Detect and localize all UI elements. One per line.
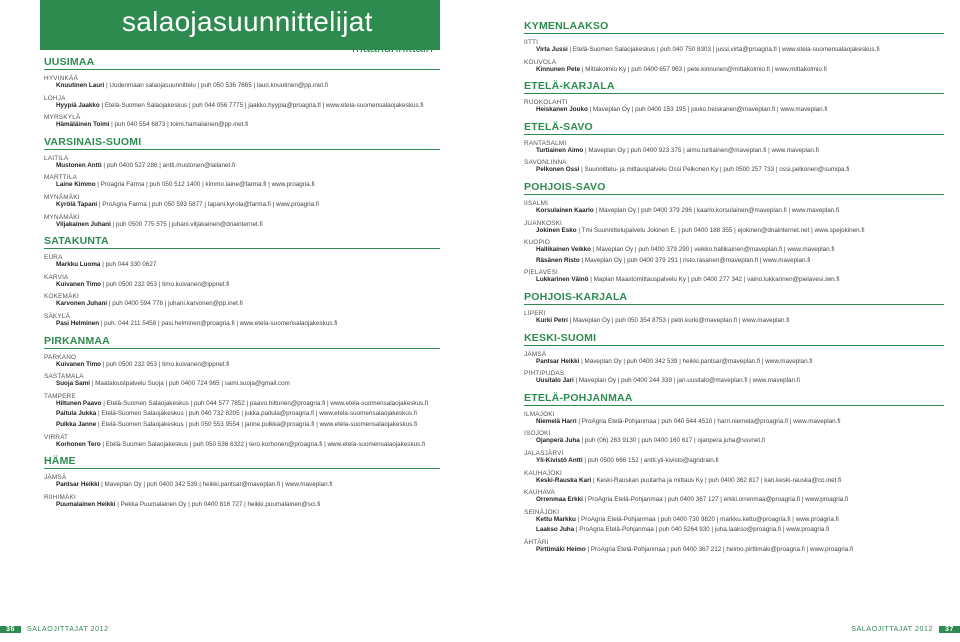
contact-entry bbox=[44, 320, 440, 329]
contact-name: Korhonen Tero bbox=[56, 440, 101, 448]
contact-entry bbox=[524, 526, 944, 535]
contact-details: | Maveplan Oy | puh 0400 153 195 | jouko.heiskanen@maveplan.fi | www.maveplan.fi bbox=[587, 106, 828, 114]
place-name: KARVIA bbox=[44, 273, 69, 281]
page-number: 36 bbox=[0, 626, 21, 633]
contact-details: | ProAgria Etelä-Pohjanmaa | puh 0400 730 9820 | markku.kettu@proagria.fi | www.proagria.fi bbox=[575, 515, 839, 523]
contact-name: Pantsar Heikki bbox=[536, 357, 580, 365]
contact-name: Laakso Juha bbox=[536, 526, 575, 534]
region-section bbox=[44, 455, 440, 509]
place-name: PARKANO bbox=[44, 353, 77, 361]
region-heading: UUSIMAA bbox=[44, 56, 440, 70]
place-name: VIRRAT bbox=[44, 433, 69, 441]
contact-name: Virta Jussi bbox=[536, 46, 568, 53]
region-section bbox=[524, 20, 944, 74]
contact-details: | Maveplan Oy | puh 0400 923 375 | aimo.turtiainen@maveplan.fi | www.maveplan.fi bbox=[583, 146, 819, 154]
place-name: SEINÄJOKI bbox=[524, 508, 560, 516]
contact-name: Pantsar Heikki bbox=[56, 481, 100, 489]
place-name: KAUHAVA bbox=[524, 489, 555, 497]
place-name: KOKEMÄKI bbox=[44, 293, 79, 301]
contact-name: Hallikainen Veikko bbox=[536, 246, 591, 254]
place-name: MARTTILA bbox=[44, 174, 78, 182]
contact-entry bbox=[524, 46, 944, 55]
place-name: IITTI bbox=[524, 39, 539, 46]
contact-details: | Keski-Rauskan puutarha ja mittaus Ky | puh 0400 362 817 | kari.keski-rauska@co.inet.fi bbox=[591, 476, 842, 484]
contact-name: Pulkka Janne bbox=[56, 420, 97, 428]
footer-left bbox=[0, 626, 115, 636]
place-name: PIELAVESI bbox=[524, 269, 559, 277]
place-name: LAITILA bbox=[44, 154, 69, 162]
contact-name: Hämäläinen Toimi bbox=[56, 121, 110, 129]
place-name: JUANKOSKI bbox=[524, 219, 563, 227]
place-name: SAVONLINNA bbox=[524, 159, 567, 167]
contact-name: Pirttimäki Heimo bbox=[536, 545, 586, 553]
region-section bbox=[524, 332, 944, 386]
contact-entry bbox=[524, 106, 944, 115]
region-section bbox=[524, 121, 944, 175]
contact-name: Orrenmaa Erkki bbox=[536, 496, 583, 504]
contact-entry bbox=[44, 162, 440, 171]
contact-details: | Etelä-Suomen Salaojakeskus | puh 040 750 8303 | jussi.virta@proagria.fi | www.etela-suomensalaojakeskus.fi bbox=[567, 46, 880, 53]
contact-details: | Tmi Suunnittelupalvelu Jokinen E. | puh 0400 188 355 | ejokinen@dnainternet.net | www.spejokinen.fi bbox=[576, 226, 865, 234]
place-name: MYRSKYLÄ bbox=[44, 114, 81, 122]
contact-entry bbox=[524, 546, 944, 555]
contact-entry bbox=[44, 481, 440, 490]
contact-details: | puh 0500 666 152 | antti.yli-kivisto@agridrain.fi bbox=[582, 456, 719, 464]
region-section bbox=[524, 181, 944, 285]
place-name: SASTAMALA bbox=[44, 373, 84, 381]
place-name: LIPERI bbox=[524, 309, 546, 317]
region-heading: VARSINAIS-SUOMI bbox=[44, 136, 440, 150]
contact-name: Kuivanen Timo bbox=[56, 280, 102, 288]
contact-entry bbox=[44, 361, 440, 370]
place-name: MYNÄMÄKI bbox=[44, 213, 80, 221]
contact-name: Korsulainen Kaarlo bbox=[536, 206, 594, 214]
contact-name: Knuutinen Lauri bbox=[56, 82, 105, 89]
contact-entry bbox=[524, 516, 944, 525]
place-name: MYNÄMÄKI bbox=[44, 193, 80, 201]
contact-name: Keski-Rauska Kari bbox=[536, 476, 592, 484]
contact-details: | puh 0400 527 286 | antti.mustonen@lailanet.fi bbox=[101, 161, 236, 169]
contact-name: Uusitalo Jari bbox=[536, 377, 574, 385]
place-name: ISOJOKI bbox=[524, 430, 551, 438]
contact-entry bbox=[524, 66, 944, 75]
contact-name: Laine Kimmo bbox=[56, 181, 96, 189]
page-title: salaojasuunnittelijat bbox=[122, 6, 373, 37]
contact-name: Jokinen Esko bbox=[536, 226, 577, 234]
region-section bbox=[524, 392, 944, 555]
contact-entry bbox=[44, 102, 440, 111]
place-name: JÄMSÄ bbox=[524, 350, 547, 358]
contact-details: | Maveplan Oy | puh 050 354 8753 | petri.kurki@maveplan.fi | www.maveplan.fi bbox=[567, 316, 790, 324]
contact-entry bbox=[524, 377, 944, 386]
contact-entry bbox=[524, 276, 944, 285]
contact-entry bbox=[524, 496, 944, 505]
contact-details: | puh 0500 232 953 | timo.kuivanen@ippnet.fi bbox=[101, 360, 230, 368]
contact-details: | Maplan Maastomittauspalvelu Ky | puh 0400 277 342 | vaino.lukkarinen@pielavesi.iwn.fi bbox=[588, 276, 840, 284]
contact-entry bbox=[44, 221, 440, 230]
place-name: KOUVOLA bbox=[524, 58, 557, 66]
region-section bbox=[524, 80, 944, 115]
contact-entry bbox=[524, 477, 944, 486]
contact-name: Puumalainen Heikki bbox=[56, 500, 116, 508]
place-name: PIHTIPUDAS bbox=[524, 370, 565, 378]
contact-name: Yli-Kivistö Antti bbox=[536, 456, 583, 464]
contact-details: | Etelä-Suomen Salaojakeskus | puh 044 056 7775 | jaakko.hyypia@proagria.fi | www.etela-suomensalaojakeskus.fi bbox=[99, 101, 424, 109]
contact-name: Mustonen Antti bbox=[56, 161, 102, 169]
contact-details: | Maveplan Oy | puh 0400 379 291 | risto.rasanen@maveplan.fi | www.maveplan.fi bbox=[579, 256, 811, 264]
region-heading: ETELÄ-SAVO bbox=[524, 121, 944, 135]
contact-entry bbox=[44, 410, 440, 419]
contact-details: | Pekka Puumalainen Oy | puh 0400 816 727 | heikki.puumalainen@sci.fi bbox=[115, 500, 321, 508]
right-column bbox=[524, 14, 944, 556]
page-subtitle: maakunnittain bbox=[352, 40, 433, 55]
contact-name: Niemelä Harri bbox=[536, 417, 577, 425]
footer-right bbox=[845, 626, 960, 636]
contact-entry bbox=[44, 181, 440, 190]
place-name: HYVINKÄÄ bbox=[44, 75, 78, 82]
contact-entry bbox=[524, 457, 944, 466]
contact-name: Paitula Jukka bbox=[56, 410, 97, 418]
contact-details: | puh (06) 263 9130 | puh 0400 160 617 | ojanpera.juha@ssvnet.fi bbox=[579, 437, 766, 445]
contact-details: | ProAgria Etelä-Pohjanmaa | puh 040 544 4510 | harri.niemela@proagria.fi | www.maveplan.fi bbox=[576, 417, 841, 425]
page-number: 37 bbox=[939, 626, 960, 633]
place-name: EURA bbox=[44, 254, 63, 262]
region-section bbox=[524, 291, 944, 326]
region-heading: POHJOIS-KARJALA bbox=[524, 291, 944, 305]
contact-name: Suoja Sami bbox=[56, 380, 90, 388]
contact-entry bbox=[44, 421, 440, 430]
contact-name: Viljakainen Juhani bbox=[56, 220, 111, 228]
region-section bbox=[44, 56, 440, 130]
contact-entry bbox=[44, 380, 440, 389]
contact-entry bbox=[44, 201, 440, 210]
place-name: RANTASALMI bbox=[524, 139, 567, 147]
place-name: JÄMSÄ bbox=[44, 474, 67, 482]
contact-name: Markku Luoma bbox=[56, 261, 101, 269]
contact-details: | ProAgria Etelä-Pohjanmaa | puh 0400 367 127 | erkki.orrenmaa@proagria.fi | www.proagria.fi bbox=[582, 496, 849, 504]
contact-details: | Etelä-Suomen Salaojakeskus | puh 050 553 9554 | janne.pulkka@proagria.fi | www.etela-suomensalaojakeskus.fi bbox=[96, 420, 418, 428]
contact-entry bbox=[524, 317, 944, 326]
contact-details: | Etelä-Suomen Salaojakeskus | puh 040 732 8205 | jukka.paitula@proagria.fi | www.etela-suomensalaojakeskus.fi bbox=[96, 410, 417, 418]
region-heading: POHJOIS-SAVO bbox=[524, 181, 944, 195]
contact-details: | Mittakolmio Ky | puh 0400 657 963 | pete.kinnunen@mittakolmio.fi | www.mittakolmio.fi bbox=[580, 65, 827, 73]
contact-name: Karvonen Juhani bbox=[56, 300, 108, 308]
place-name: RIIHIMÄKI bbox=[44, 493, 76, 501]
contact-name: Pasi Helminen bbox=[56, 319, 100, 327]
place-name: ÄHTÄRI bbox=[524, 538, 549, 546]
contact-details: | ProAgria Etelä-Pohjanmaa | puh 0400 367 212 | heimo.pirttimaki@proagria.fi | www.proagria.fi bbox=[585, 545, 854, 553]
contact-name: Pelkonen Ossi bbox=[536, 166, 580, 174]
contact-details: | Suunnittelu- ja mittauspalvelu Ossi Pelkonen Ky | puh 0500 257 733 | ossi.pelkonen@sumipa.fi bbox=[579, 166, 850, 174]
contact-details: | ProAgria Etelä-Pohjanmaa | puh 040 5264 930 | juha.laakso@proagria.fi | www.proagria.fi bbox=[574, 526, 830, 534]
contact-entry bbox=[524, 207, 944, 216]
contact-details: | Maveplan Oy | puh 0400 244 339 | jari.uusitalo@maveplan.fi | www.maveplan.fi bbox=[573, 377, 800, 385]
contact-entry bbox=[44, 281, 440, 290]
contact-name: Kyrölä Tapani bbox=[56, 200, 98, 208]
place-name: RUOKOLAHTI bbox=[524, 99, 568, 107]
contact-entry bbox=[524, 358, 944, 367]
contact-details: | Maveplan Oy | puh 0400 342 539 | heikki.pantsar@maveplan.fi | www.maveplan.fi bbox=[99, 481, 333, 489]
region-heading: HÄME bbox=[44, 455, 440, 469]
contact-details: | Etelä-Suomen Salaojakeskus | puh 050 536 6322 | tero.korhonen@proagria.fi | www.etela-suomensalaojakeskus.fi bbox=[100, 440, 426, 448]
contact-details: | puh 0500 775 575 | juhani.viljakainen@dnainternet.fi bbox=[110, 220, 263, 228]
region-section bbox=[44, 136, 440, 229]
region-heading: KESKI-SUOMI bbox=[524, 332, 944, 346]
contact-details: | Uudenmaan salaojasuunnittelu | puh 050 536 7665 | lauri.knuutinen@pp.inet.fi bbox=[104, 82, 329, 89]
contact-details: | puh 040 554 6873 | toimi.hamalainen@pp.inet.fi bbox=[109, 121, 249, 129]
contact-details: | puh 0500 232 953 | timo.kuivanen@ippnet.fi bbox=[101, 280, 230, 288]
place-name: SÄKYLÄ bbox=[44, 312, 71, 320]
contact-entry bbox=[44, 300, 440, 309]
contact-name: Turtiainen Aimo bbox=[536, 146, 584, 154]
contact-name: Lukkarinen Väinö bbox=[536, 276, 589, 284]
contact-name: Kurki Petri bbox=[536, 316, 568, 324]
contact-name: Hiltunen Paavo bbox=[56, 399, 102, 407]
contact-name: Hyypiä Jaakko bbox=[56, 101, 100, 109]
contact-details: | Maveplan Oy | puh 0400 379 296 | kaarlo.korsulainen@maveplan.fi | www.maveplan.fi bbox=[593, 206, 840, 214]
contact-details: | Maveplan Oy | puh 0400 342 539 | heikki.pantsar@maveplan.fi | www.maveplan.fi bbox=[579, 357, 813, 365]
contact-entry bbox=[524, 166, 944, 175]
contact-entry bbox=[524, 227, 944, 236]
contact-entry bbox=[44, 400, 440, 409]
place-name: TAMPERE bbox=[44, 392, 76, 400]
contact-details: | puh 044 330 0627 bbox=[100, 261, 157, 269]
contact-details: | Proagria Farma | puh 050 512 1400 | kimmo.laine@farma.fi | www.proagria.fi bbox=[95, 181, 315, 189]
left-column bbox=[44, 50, 440, 511]
contact-name: Kuivanen Timo bbox=[56, 360, 102, 368]
contact-details: | Maataloustpalvelu Suoja | puh 0400 724 965 | sami.suoja@gmail.com bbox=[89, 380, 290, 388]
contact-details: | ProAgria Farma | puh 050 593 5877 | tapani.kyrola@farma.fi | www.proagria.fi bbox=[97, 200, 320, 208]
footer-text: SALAOJITTAJAT 2012 bbox=[851, 626, 933, 633]
region-section bbox=[44, 235, 440, 328]
right-page bbox=[480, 0, 960, 642]
contact-name: Räsänen Risto bbox=[536, 256, 580, 264]
region-heading: PIRKANMAA bbox=[44, 335, 440, 349]
contact-entry bbox=[44, 441, 440, 450]
place-name: KUOPIO bbox=[524, 239, 551, 247]
contact-entry bbox=[524, 257, 944, 266]
region-heading: ETELÄ-POHJANMAA bbox=[524, 392, 944, 406]
place-name: ILMAJOKI bbox=[524, 410, 555, 418]
contact-name: Ojanperä Juha bbox=[536, 437, 580, 445]
contact-details: | puh 0400 594 776 | juhani.karvonen@pp.inet.fi bbox=[107, 300, 243, 308]
contact-entry bbox=[44, 121, 440, 130]
region-heading: SATAKUNTA bbox=[44, 235, 440, 249]
place-name: IISALMI bbox=[524, 199, 549, 207]
contact-entry bbox=[44, 82, 440, 91]
region-heading: KYMENLAAKSO bbox=[524, 20, 944, 34]
contact-name: Kinnunen Pete bbox=[536, 65, 581, 73]
place-name: LOHJA bbox=[44, 94, 66, 102]
contact-entry bbox=[44, 501, 440, 510]
contact-name: Heiskanen Jouko bbox=[536, 106, 588, 114]
contact-entry bbox=[524, 246, 944, 255]
contact-details: | Etelä-Suomen Salaojakeskus | puh 044 577 7852 | paavo.hiltunen@proagria.fi | www.etela-suomensalaojakeskus.fi bbox=[101, 399, 429, 407]
region-section bbox=[44, 335, 440, 450]
contact-entry bbox=[524, 437, 944, 446]
region-heading: ETELÄ-KARJALA bbox=[524, 80, 944, 94]
contact-details: | puh. 044 211 5458 | pasi.helminen@proagria.fi | www.etela-suomensalaojakeskus.fi bbox=[99, 319, 338, 327]
contact-details: | Maveplan Oy | puh 0400 379 290 | veikko.hallikainen@maveplan.fi | www.maveplan.fi bbox=[590, 246, 835, 254]
contact-entry bbox=[524, 147, 944, 156]
place-name: JALASJÄRVI bbox=[524, 449, 564, 457]
contact-entry bbox=[44, 261, 440, 270]
contact-entry bbox=[524, 418, 944, 427]
contact-name: Kettu Markku bbox=[536, 515, 576, 523]
place-name: KAUHAJOKI bbox=[524, 469, 563, 477]
footer-text: SALAOJITTAJAT 2012 bbox=[27, 626, 109, 633]
